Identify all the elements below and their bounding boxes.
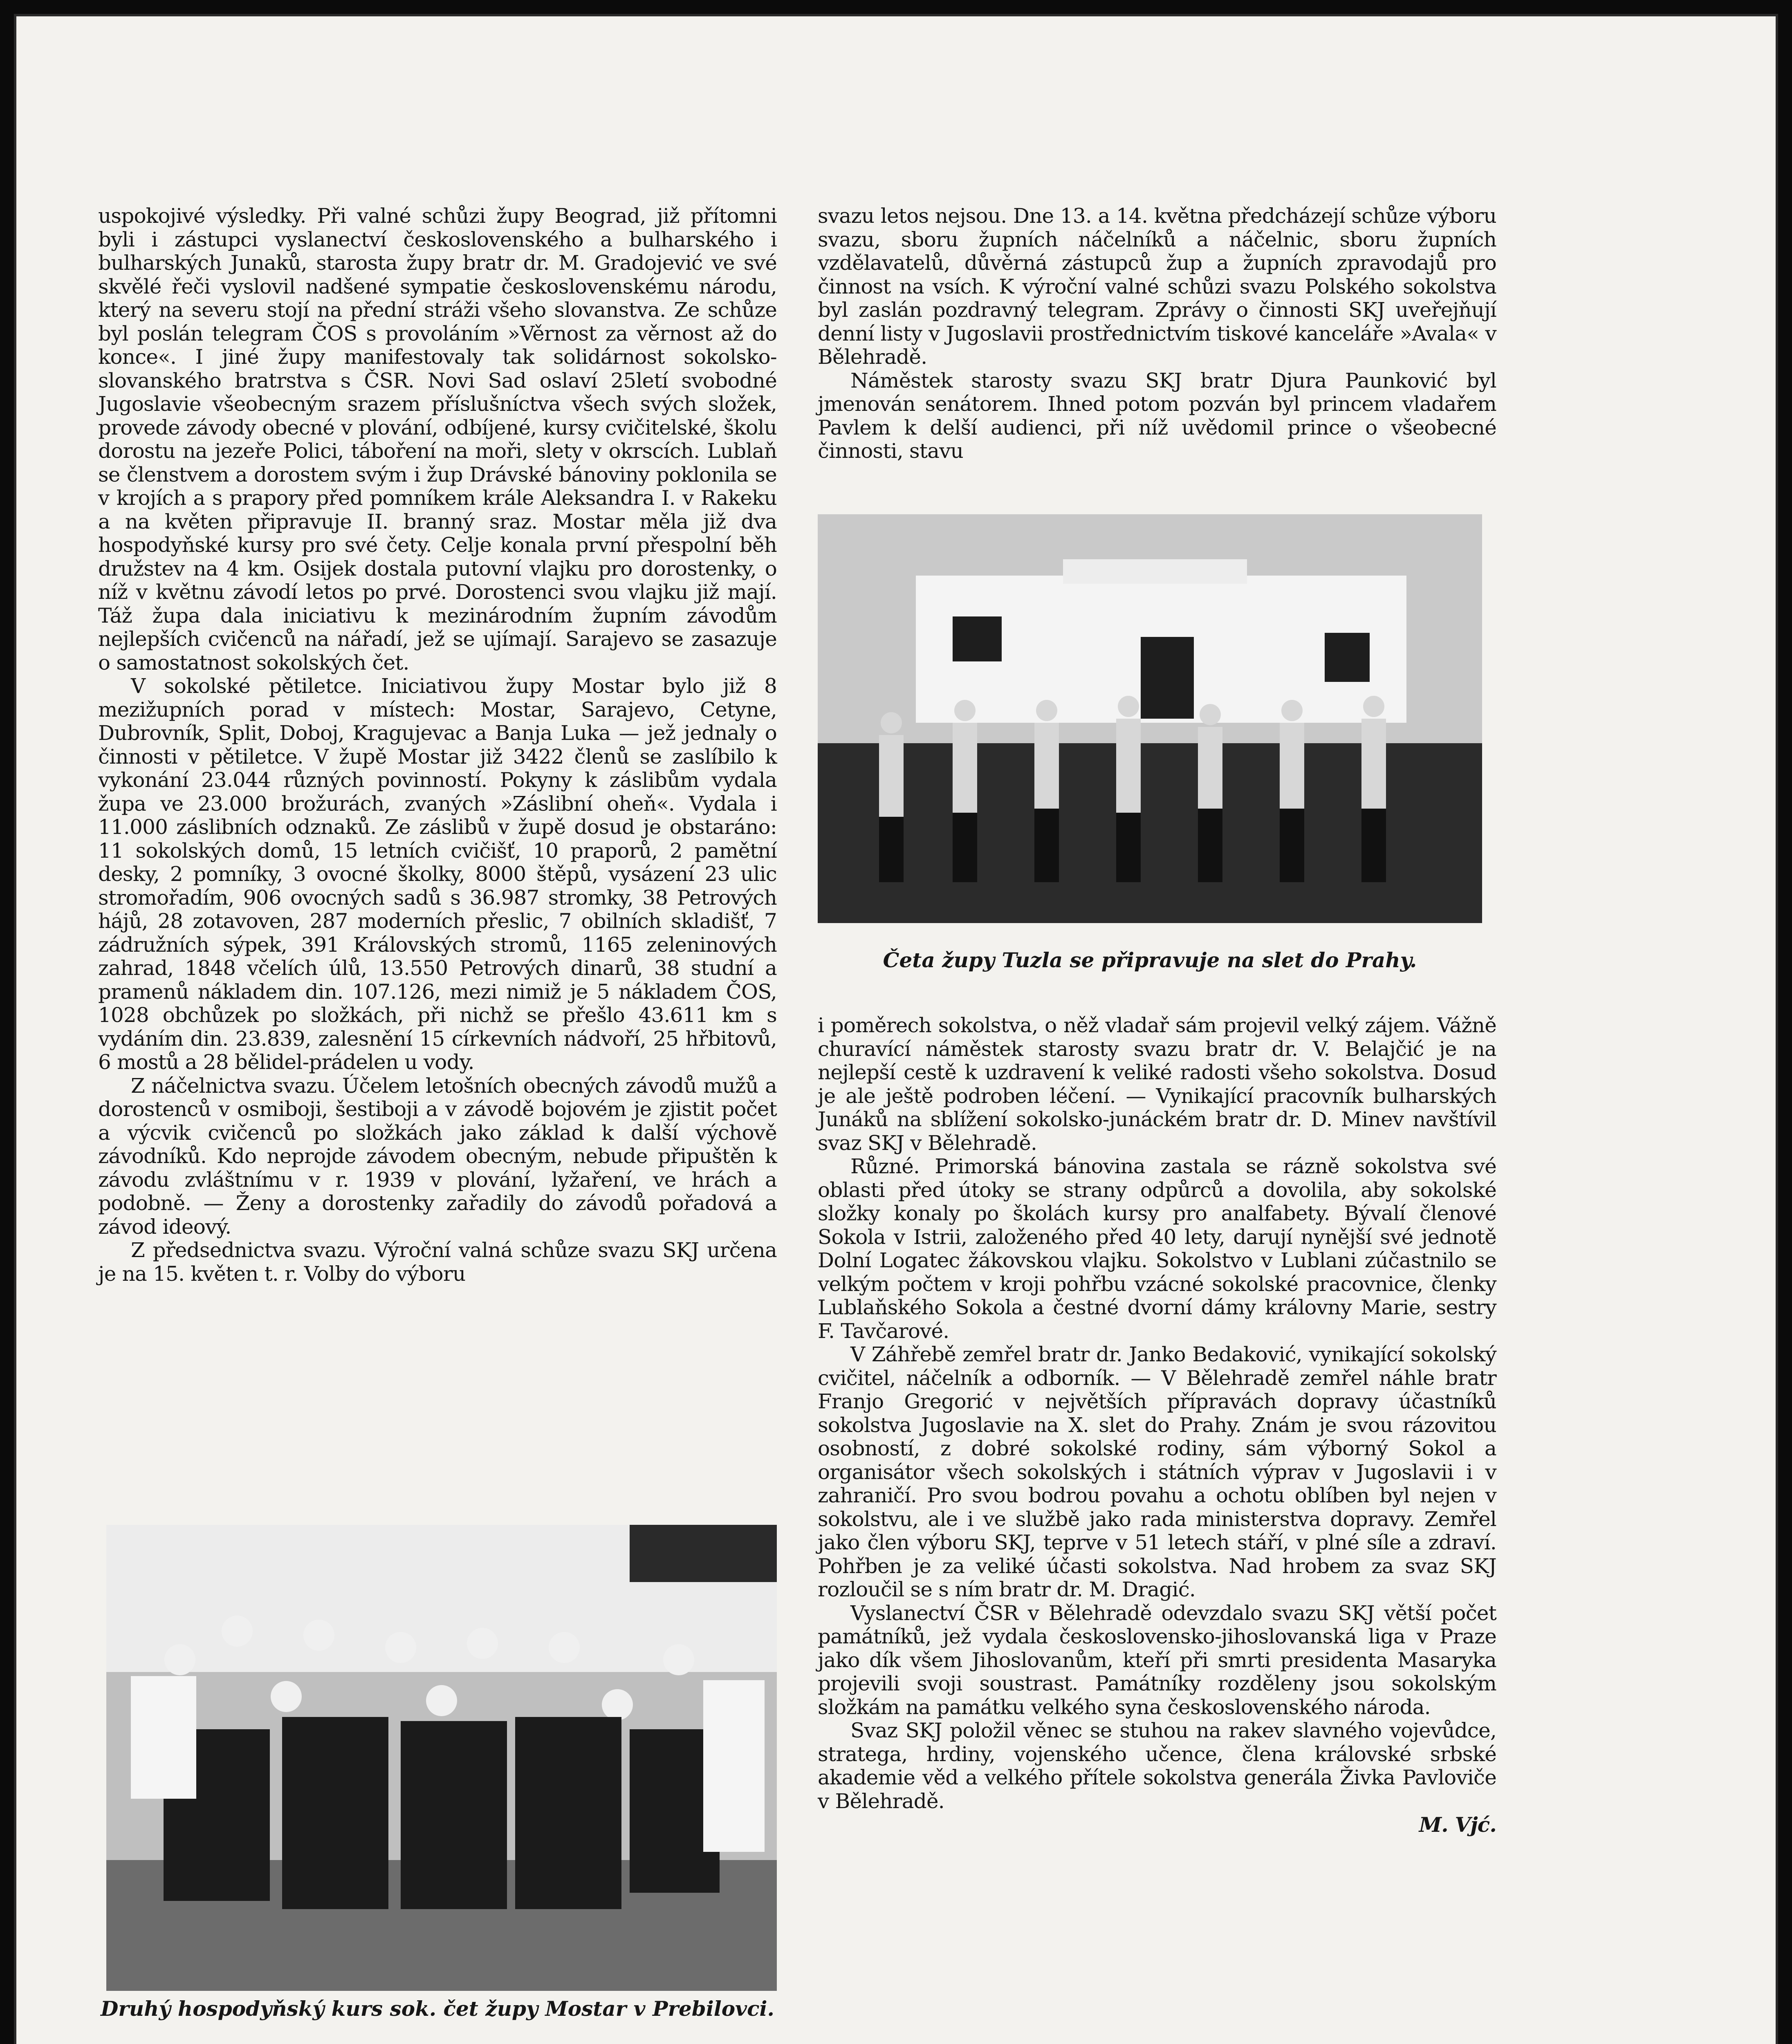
paragraph-venec: Svaz SKJ položil věnec se stuhou na rakev slavného vojevůdce, stratega, hrdiny, vojenského učence, člena královské srbské akademie věd a velkého přítele sokolstva generála Živka Pavloviče v Bělehradě. [818,1719,1496,1813]
paragraph-obituaries: V Záhřebě zemřel bratr dr. Janko Bedaković, vynikající sokolský cvičitel, náčelník a odborník. — V Bělehradě zemřel náhle bratr Franjo Gregorić v největších přípravách dopravy účastníků sokolstva Jugoslavie na X. slet do Prahy. Znám je svou rázovitou osobností, z dobré sokolské rodiny, sám výborný Sokol a organisátor všech sokolských i státních výprav v Jugoslavii i v zahraničí. Pro svou bodrou povahu a ochotu oblíben byl nejen v sokolstvu, ale i ve službě jako rada ministerstva dopravy. Zemřel jako člen výboru SKJ, teprve v 51 letech stáří, v plné síle a zdraví. Pohřben je za veliké účasti sokolstva. Nad hrobem za svaz SKJ rozloučil se s ním bratr dr. M. Dragić. [818,1342,1496,1601]
caption-mostar: Druhý hospodyňský kurs sok. čet župy Mostar v Prebilovci. [101,1997,774,2021]
paragraph-svaz-schuze: svazu letos nejsou. Dne 13. a 14. května předcházejí schůze výboru svazu, sboru župních náčelníků a náčelnic, sboru župních vzdělavatelů, důvěrná zástupců žup a župních zpravodajů pro činnost na vsích. K výroční valné schůzi svazu Polského sokolstva byl zaslán pozdravný telegram. Zprávy o činnosti SKJ uveřejňují denní listy v Jugoslavii prostřednictvím tiskové kanceláře »Avala« v Bělehradě. [818,204,1496,369]
paragraph-ruzne: Různé. Primorská bánovina zastala se rázně sokolstva své oblasti před útoky se strany odpůrců a dovolila, aby sokolské složky konaly po školách kursy pro analfabety. Bývalí členové Sokola v Istrii, založeného před 40 lety, darují nynější své jednotě Dolní Logatec žákovskou vlajku. Sokolstvo v Lublani zúčastnilo se velkým počtem v kroji pohřbu vzácné sokolské pracovnice, členky Lublaňského Sokola a čestné dvorní dámy královny Marie, sestry F. Tavčarové. [818,1154,1496,1343]
left-column [98,204,777,1286]
right-column-bottom [818,1014,1496,1837]
paragraph-zupy-reports: uspokojivé výsledky. Při valné schůzi župy Beograd, již přítomni byli i zástupci vyslanectví československého a bulharského i bulharských Junaků, starosta župy bratr dr. M. Gradojević ve své skvělé řeči vyslovil nadšené sympatie československému národu, který na severu stojí na přední stráži všeho slovanstva. Ze schůze byl poslán telegram ČOS s provoláním »Věrnost za věrnost až do konce«. I jiné župy manifestovaly tak solidárnost sokolsko-slovanského bratrstva s ČSR. Novi Sad oslaví 25letí svobodné Jugoslavie všeobecným srazem příslušníctva všech svých složek, provede závody obecné v plování, odbíjené, kursy cvičitelské, školu dorostu na jezeře Polici, táboření na moři, slety v okrscích. Lublaň se členstvem a dorostem svým i žup Drávské bánoviny poklonila se v krojích a s prapory před pomníkem krále Aleksandra I. v Rakeku a na květen připravuje II. branný sraz. Mostar měla již dva hospodyňské kursy pro své čety. Celje konala první přespolní běh družstev na 4 km. Osijek dostala putovní vlajku pro dorostenky, o níž v květnu závodí letos po prvé. Dorostenci svou vlajku již mají. Táž župa dala iniciativu k mezinárodním župním závodům nejlepších cvičenců na nářadí, jež se ujímají. Sarajevo se zasazuje o samostatnost sokolských čet. [98,204,777,675]
caption-tuzla: Četa župy Tuzla se připravuje na slet do Prahy. [883,948,1417,972]
photo-tuzla-gymnasts [818,514,1482,923]
paragraph-nacelnictvo: Z náčelnictva svazu. Účelem letošních obecných závodů mužů a dorostenců v osmiboji, šestiboji a v závodě bojovém je zjistit počet a výcvik cvičenců po složkách jako základ k další výchově závodníků. Kdo neprojde závodem obecným, nebude připuštěn k závodu zvláštnímu v r. 1939 v plování, lyžaření, ve hrách a podobně. — Ženy a dorostenky zařadily do závodů pořadová a závod ideový. [98,1074,777,1239]
right-column-top [818,204,1496,463]
photo-mostar-course-group [106,1525,777,1991]
signature: M. Vjć. [1419,1813,1496,1837]
photo-mostar-illustration [106,1525,777,1991]
paragraph-vladar: i poměrech sokolstva, o něž vladař sám projevil velký zájem. Vážně churavící náměstek starosty svazu bratr dr. V. Belajčić je na nejlepší cestě k uzdravení k veliké radosti všeho sokolstva. Dosud je ale ještě podroben léčení. — Vynikající pracovník bulharských Junáků na sblížení sokolsko-junáckém bratr dr. D. Minev navštívil svaz SKJ v Bělehradě. [818,1013,1496,1155]
paragraph-predsednictvo: Z předsednictva svazu. Výroční valná schůze svazu SKJ určena je na 15. květen t. r. Volby do výboru [98,1238,777,1286]
paragraph-petiletka: V sokolské pětiletce. Iniciativou župy Mostar bylo již 8 mezižupních porad v místech: Mostar, Sarajevo, Cetyne, Dubrovník, Split, Doboj, Kragujevac a Banja Luka — jež jednaly o činnosti v pětiletce. V župě Mostar již 3422 členů se zaslíbilo k vykonání 23.044 různých povinností. Pokyny k záslibům vydala župa ve 23.000 brožurách, zvaných »Záslibní oheň«. Vydala i 11.000 záslibních odznaků. Ze záslibů v župě dosud je obstaráno: 11 sokolských domů, 15 letních cvičišť, 10 praporů, 2 pamětní desky, 2 pomníky, 3 ovocné školky, 8000 štěpů, vysázení 23 ulic stromořadím, 906 ovocných sadů s 36.987 stromky, 38 Petrových hájů, 28 zotavoven, 287 moderních přeslic, 7 obilních skladišť, 7 zádružních sýpek, 391 Královských stromů, 1165 zeleninových zahrad, 1848 včelích úlů, 13.550 Petrových dinarů, 38 studní a pramenů nákladem din. 107.126, mezi nimiž je 5 nákladem ČOS, 1028 obchůzek po složkách, při nichž se přešlo 43.611 km s vydáním din. 23.839, zalesnění 15 církevních nádvoří, 25 hřbitovů, 6 mostů a 28 bělidel-prádelen u vody. [98,674,777,1074]
paragraph-vyslanectvi: Vyslanectví ČSR v Bělehradě odevzdalo svazu SKJ větší počet památníků, jež vydala československo-jihoslovanská liga v Praze jako dík všem Jihoslovanům, kteří při smrti presidenta Masaryka projevili svoji soustrast. Památníky rozděleny jsou sokolským složkám na památku velkého syna československého národa. [818,1601,1496,1719]
photo-tuzla-illustration [818,514,1482,923]
page-top-edge [0,0,1792,7]
paragraph-paunkovic: Náměstek starosty svazu SKJ bratr Djura Paunković byl jmenován senátorem. Ihned potom pozván byl princem vladařem Pavlem k delší audienci, při níž uvědomil prince o všeobecné činnosti, stavu [818,368,1496,463]
